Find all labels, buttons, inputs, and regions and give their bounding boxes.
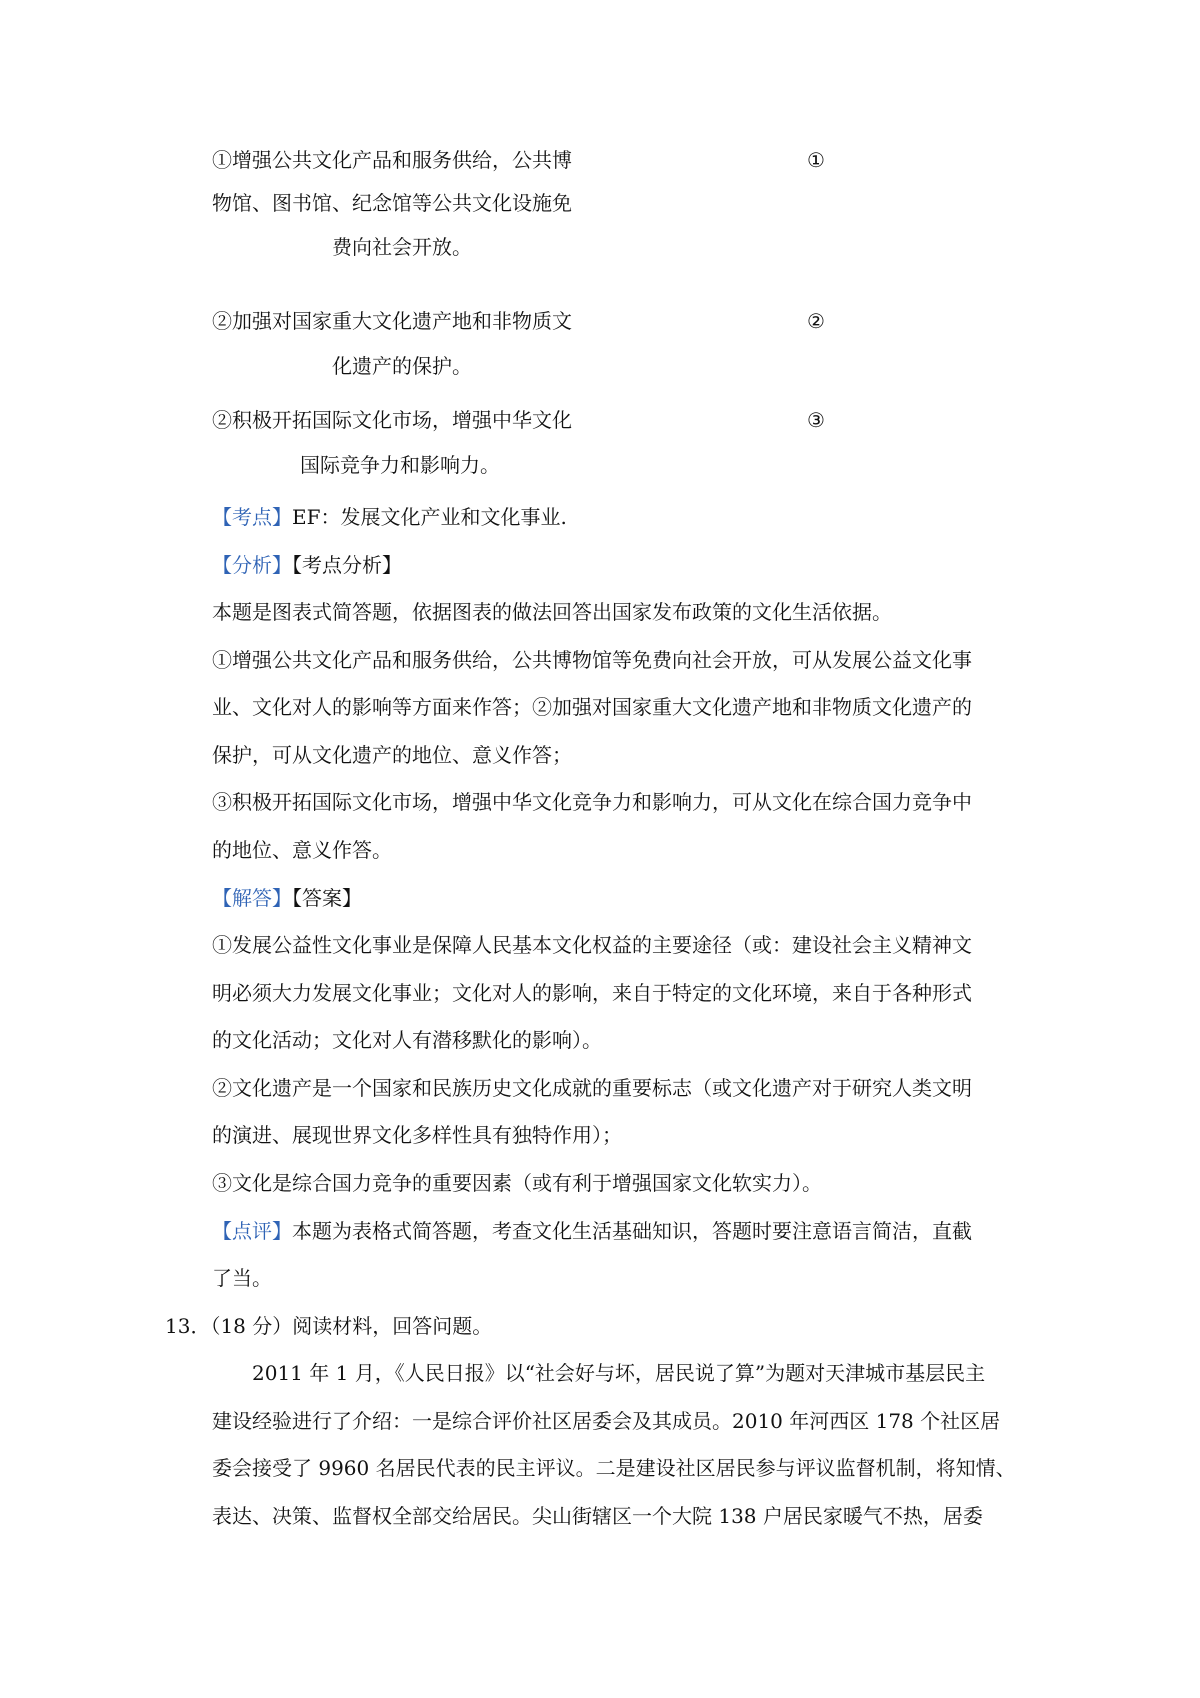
table-row-3-mark: ③ <box>807 408 825 432</box>
question-13-header: 13．（18 分）阅读材料，回答问题。 <box>165 1314 493 1338</box>
table-row-2-mark: ② <box>807 309 825 333</box>
question-13-line: 委会接受了 9960 名居民代表的民主评议。二是建设社区居民参与评议监督机制，将知情、 <box>212 1456 1016 1480</box>
jieda-paragraph-line: ③文化是综合国力竞争的重要因素（或有利于增强国家文化软实力）。 <box>212 1171 822 1195</box>
fenxi-paragraph-line: ①增强公共文化产品和服务供给，公共博物馆等免费向社会开放，可从发展公益文化事 <box>212 648 972 672</box>
fenxi-paragraph-line: 的地位、意义作答。 <box>212 838 392 862</box>
fenxi-paragraph-line: ③积极开拓国际文化市场，增强中华文化竞争力和影响力，可从文化在综合国力竞争中 <box>212 790 972 814</box>
fenxi-subtag: 【考点分析】 <box>292 553 402 577</box>
fenxi-paragraph-line: 保护，可从文化遗产的地位、意义作答； <box>212 743 572 767</box>
table-row-1-line-3: 费向社会开放。 <box>332 235 472 259</box>
fenxi-paragraph-line: 业、文化对人的影响等方面来作答；②加强对国家重大文化遗产地和非物质文化遗产的 <box>212 695 972 719</box>
question-13-line: 2011 年 1 月，《人民日报》以“社会好与坏，居民说了算”为题对天津城市基层民主 <box>252 1361 986 1385</box>
table-row-1-line-2: 物馆、图书馆、纪念馆等公共文化设施免 <box>212 191 572 215</box>
kaodian-line <box>212 503 567 531</box>
dianping-tag: 【点评】 <box>212 1219 292 1243</box>
fenxi-line <box>212 551 402 579</box>
fenxi-paragraph-line: 本题是图表式简答题，依据图表的做法回答出国家发布政策的文化生活依据。 <box>212 600 892 624</box>
dianping-line <box>212 1217 972 1245</box>
jieda-paragraph-line: 的文化活动；文化对人有潜移默化的影响）。 <box>212 1028 602 1052</box>
kaodian-tag: 【考点】 <box>212 505 292 529</box>
dianping-text: 本题为表格式简答题，考查文化生活基础知识，答题时要注意语言简洁，直截 <box>292 1219 972 1243</box>
table-row-1-mark: ① <box>807 148 825 172</box>
table-row-1-line-1: ①增强公共文化产品和服务供给，公共博 <box>212 148 572 172</box>
question-13-line: 建设经验进行了介绍：一是综合评价社区居委会及其成员。2010 年河西区 178 个社区居 <box>212 1409 1001 1433</box>
jieda-subtag: 【答案】 <box>292 886 362 910</box>
jieda-paragraph-line: 的演进、展现世界文化多样性具有独特作用）； <box>212 1123 622 1147</box>
table-row-3-line-1: ②积极开拓国际文化市场，增强中华文化 <box>212 408 572 432</box>
jieda-paragraph-line: ①发展公益性文化事业是保障人民基本文化权益的主要途径（或：建设社会主义精神文 <box>212 933 972 957</box>
fenxi-tag: 【分析】 <box>212 553 292 577</box>
jieda-paragraph-line: 明必须大力发展文化事业；文化对人的影响，来自于特定的文化环境，来自于各种形式 <box>212 981 972 1005</box>
kaodian-text: EF：发展文化产业和文化事业. <box>292 505 567 529</box>
question-13-line: 表达、决策、监督权全部交给居民。尖山街辖区一个大院 138 户居民家暖气不热，居委 <box>212 1504 983 1528</box>
dianping-line-2: 了当。 <box>212 1266 272 1290</box>
jieda-paragraph-line: ②文化遗产是一个国家和民族历史文化成就的重要标志（或文化遗产对于研究人类文明 <box>212 1076 972 1100</box>
table-row-3-line-2: 国际竞争力和影响力。 <box>300 453 500 477</box>
jieda-tag: 【解答】 <box>212 886 292 910</box>
table-row-2-line-2: 化遗产的保护。 <box>332 354 472 378</box>
jieda-line <box>212 884 362 912</box>
table-row-2-line-1: ②加强对国家重大文化遗产地和非物质文 <box>212 309 572 333</box>
